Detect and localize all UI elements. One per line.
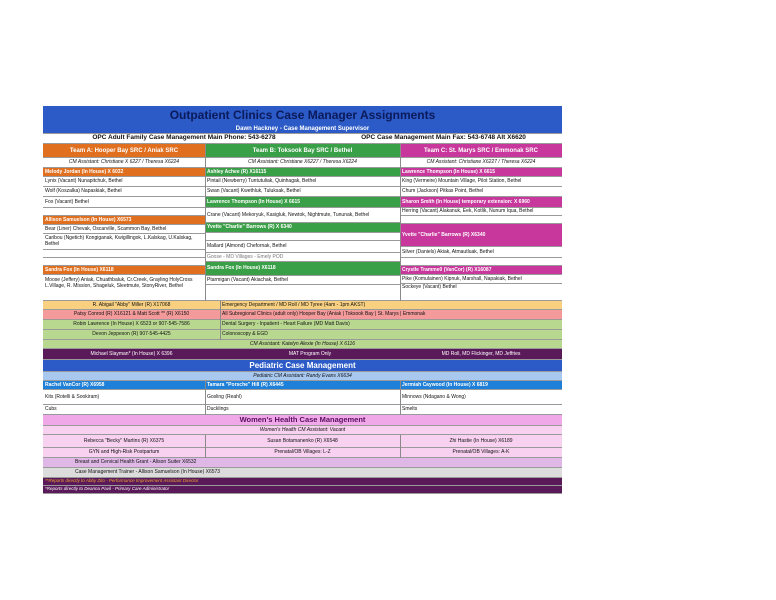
- case-management-trainer: Case Management Trainer - Allison Samuelson (In House) X6573: [43, 468, 562, 478]
- pediatric-group: Kits (Rotelli & Sookiram): [43, 390, 205, 405]
- team-a-blank: [43, 258, 205, 266]
- main-fax: OPC Case Management Main Fax: 543-6748 Alt X6620: [325, 134, 562, 144]
- service-description: All Subregional Clinics (adult only) Hooper Bay (Aniak | Toksook Bay | St. Marys | Emmonak: [220, 310, 562, 320]
- pediatric-manager: Tamara "Porsche" Hill (R) X6445: [205, 381, 400, 390]
- womens-manager: Rebecca "Becky" Martins (R) X6375: [43, 435, 205, 448]
- column-divider: [205, 144, 206, 301]
- womens-manager: Zhi Hastie (In House) X6189: [400, 435, 562, 448]
- pediatric-group: Minnows (Ndagano & Wong): [400, 390, 562, 405]
- team-c-assignment: Herring (Vacant) Alakanuk, Eek, Kotlik, Nunum Iqua, Bethel: [400, 208, 562, 216]
- womens-title: Women's Health Case Management: [43, 415, 562, 426]
- team-c-manager-3: Yvette "Charlie" Barrows (R) X6340: [400, 224, 562, 247]
- column-divider: [220, 301, 221, 340]
- service-manager: Patsy Conrod (R) X16121 & Matt Scott ** (R) X6150: [43, 310, 220, 320]
- team-c-manager-1: Lawrence Thompson (In House) X 6615: [400, 168, 562, 177]
- team-a-header: Team A: Hooper Bay SRC / Aniak SRC: [43, 144, 205, 158]
- team-b-assignment: Mallard (Almond) Chefornak, Bethel: [205, 241, 400, 253]
- team-b-manager-1: Ashley Achee (R) X16115: [205, 168, 400, 177]
- service-manager: Devon Jeppeson (R) 907-545-4425: [43, 330, 220, 340]
- pediatric-group: Smelts: [400, 405, 562, 415]
- pediatric-group: Ducklings: [205, 405, 400, 415]
- page-title: Outpatient Clinics Case Manager Assignments: [43, 106, 562, 124]
- team-b-header: Team B: Toksook Bay SRC / Bethel: [205, 144, 400, 158]
- service-description: Colonoscopy & EGD: [220, 330, 562, 340]
- pediatric-group: Gosling (Reahl): [205, 390, 400, 405]
- team-b-manager-3: Yvette "Charlie" Barrows (R) X 6340: [205, 223, 400, 233]
- column-divider: [400, 144, 401, 301]
- column-divider: [205, 381, 206, 415]
- column-divider: [205, 435, 206, 458]
- mat-manager: Michael Slayman* (In House) X 6396: [43, 349, 220, 360]
- team-c-assignment: King (Vermeire) Mountain Village, Pilot Station, Bethel: [400, 177, 562, 187]
- service-manager: Robin Lawrence (In House) X 6523 or 907-545-7586: [43, 320, 220, 330]
- column-divider: [400, 381, 401, 415]
- assignment-sheet: [43, 106, 562, 494]
- pediatric-title: Pediatric Case Management: [43, 360, 562, 372]
- team-a-manager-1: Melody Jordan (In House) X 6032: [43, 168, 205, 177]
- service-description: Emergency Department / MD Roll / MD Tyree (4am - 1pm AKST): [220, 301, 562, 310]
- main-phone: OPC Adult Family Case Management Main Phone: 543-6278: [43, 134, 325, 144]
- team-a-blank: [43, 250, 205, 258]
- team-c-assignment: Pike (Komulainen) Kipnuk, Marshall, Napakiak, Bethel: [400, 275, 562, 284]
- team-c-header: Team C: St. Marys SRC / Emmonak SRC: [400, 144, 562, 158]
- team-a-assignment: Caribou (Ngetich) Kongiganak, Kwigillingok, L.Kalskag, U.Kalskag, Bethel: [43, 234, 205, 250]
- team-c-blank: [400, 216, 562, 224]
- team-a-assignment: Wolf (Koszalka) Napaskiak, Bethel: [43, 187, 205, 197]
- pediatric-group: Cubs: [43, 405, 205, 415]
- team-b-blank: [205, 285, 400, 301]
- breast-cervical-grant: Breast and Cervical Health Grant - Alison Suiter X6532: [43, 458, 562, 468]
- team-c-manager-2: Sharon Smith (In House) temporary extension: X 6960: [400, 197, 562, 208]
- womens-specialty: GYN and High-Risk Postpartum: [43, 448, 205, 458]
- footnote-2: *Reports directly to Deanna Pavil - Primary Care Administrator: [43, 486, 562, 494]
- column-divider: [400, 435, 401, 458]
- mat-providers: MD Roll, MD Flickinger, MD Jeffries: [400, 349, 562, 360]
- team-c-manager-4: Crystle Tramme0 (VanCor) (R) X16087: [400, 266, 562, 275]
- team-c-blank: [400, 258, 562, 266]
- team-c-assignment: Chum (Jackson) Pitkas Point, Bethel: [400, 187, 562, 197]
- team-b-manager-2: Lawrence Thompson (In House) X 6615: [205, 197, 400, 208]
- pediatric-assistant: Pediatric CM Assistant: Randy Evans X6634: [43, 372, 562, 381]
- team-b-assignment: Goose - MD Villages - Emely POD: [205, 253, 400, 262]
- service-description: Dental Surgery - Inpatient - Heart Failure (MD Matt Davis): [220, 320, 562, 330]
- team-b-blank: [205, 233, 400, 241]
- team-b-manager-4: Sandra Fox (In House) X6118: [205, 262, 400, 276]
- pediatric-manager: Jermiah Caywood (In House) X 6819: [400, 381, 562, 390]
- team-a-assignment: Moose (Jeffery) Aniak, Chuathbaluk, Cr.Creek, Grayling HolyCross L.Village, R. Mission, Shageluk, Sleetmute, StonyRiver, Bethel: [43, 275, 205, 301]
- womens-assistant: Women's Health CM Assistant: Vacant: [43, 426, 562, 435]
- team-b-assignment: Swan (Vacant) Kwethluk, Tuluksak, Bethel: [205, 187, 400, 197]
- mat-program: MAT Program Only: [220, 349, 400, 360]
- womens-specialty: Prenatal/OB Villages: A-K: [400, 448, 562, 458]
- team-a-assignment: Fox (Vacant) Bethel: [43, 197, 205, 208]
- footnote-1: **Reports directly to Abby Zito - Performance Improvement Assistant Director: [43, 478, 562, 486]
- team-b-assignment: Ptarmigan (Vacant) Akiachak, Bethel: [205, 276, 400, 285]
- team-a-manager-2: Allison Samuelson (In House) X6573: [43, 216, 205, 225]
- team-c-assistant: CM Assistant: Christiane X6227 / Theresa X6224: [400, 158, 562, 168]
- team-a-assistant: CM Assistant: Christiane X 6227 / Theresa X6224: [43, 158, 205, 168]
- cm-assistant-katelyn: CM Assistant: Katelyn Alexie (In House) X 6116: [43, 340, 562, 349]
- service-manager: R. Abigail "Abby" Miller (R) X17068: [43, 301, 220, 310]
- team-a-manager-3: Sandra Fox (In House) X6118: [43, 266, 205, 275]
- pediatric-manager: Rachel VanCor (R) X6958: [43, 381, 205, 390]
- womens-manager: Susan Botamanenko (R) X6548: [205, 435, 400, 448]
- team-b-assignment: Pintail (Newberry) Tuntutuliak, Quinhagak, Bethel: [205, 177, 400, 187]
- team-a-blank: [43, 208, 205, 216]
- team-a-assignment: Lynix (Vacant) Nunapitchuk, Bethel: [43, 177, 205, 187]
- team-c-assignment: Sockeye (Vacant) Bethel: [400, 284, 562, 301]
- supervisor-line: Dawn Hackney - Case Management Supervisor: [43, 124, 562, 134]
- team-a-assignment: Bear (Liner) Chevak, Oscarville, Scammon Bay, Bethel: [43, 225, 205, 234]
- womens-specialty: Prenatal/OB Villages: L-Z: [205, 448, 400, 458]
- team-b-assistant: CM Assistant: Christiane X6227 / Theresa X6224: [205, 158, 400, 168]
- team-b-assignment: Crane (Vacant) Mekoryuk, Kasigluk, Newtok, Nightmute, Tununak, Bethel: [205, 208, 400, 223]
- team-c-assignment: Silver (Daniels) Akiak, Atmautluak, Bethel: [400, 247, 562, 258]
